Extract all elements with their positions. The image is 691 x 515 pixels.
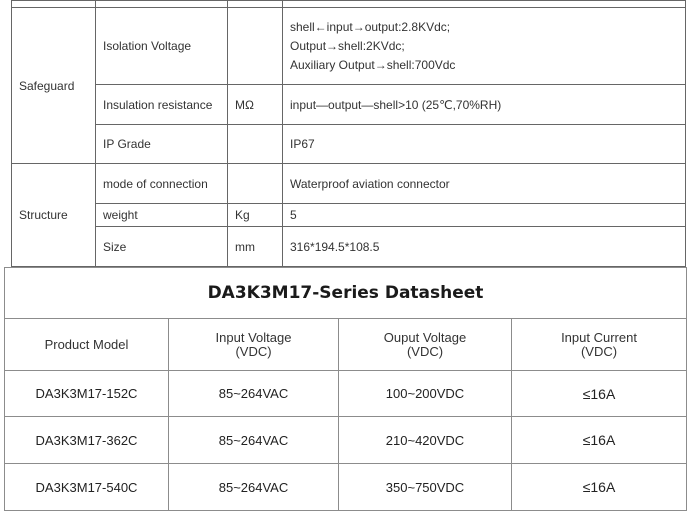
spec-item: IP Grade — [96, 125, 228, 164]
datasheet-row — [5, 371, 687, 417]
spec-category-safeguard: Safeguard — [12, 8, 96, 164]
spec-cell-blank — [228, 1, 283, 8]
product-model: DA3K3M17-540C — [5, 464, 169, 511]
datasheet-header-row — [5, 319, 687, 371]
spec-item: Isolation Voltage — [96, 8, 228, 85]
spec-value-line: Auxiliary Output→shell:700Vdc — [290, 57, 456, 72]
spec-unit: mm — [228, 227, 283, 267]
header-line: (VDC) — [406, 343, 444, 359]
header-input-current — [512, 319, 687, 371]
spec-value-line: shell←input→output:2.8KVdc; — [290, 19, 451, 34]
spec-unit — [228, 164, 283, 204]
spec-row-isolation-voltage — [12, 8, 686, 85]
spec-value: 316*194.5*108.5 — [283, 227, 686, 267]
product-model: DA3K3M17-152C — [5, 371, 169, 417]
spec-row-previous — [12, 1, 686, 8]
spec-unit: MΩ — [228, 85, 283, 125]
input-current: ≤16A — [512, 417, 687, 464]
datasheet-title: DA3K3M17-Series Datasheet — [5, 268, 687, 319]
spec-value: 5 — [283, 204, 686, 227]
spec-item: mode of connection — [96, 164, 228, 204]
product-model: DA3K3M17-362C — [5, 417, 169, 464]
spec-row-mode-of-connection — [12, 164, 686, 204]
output-voltage: 210~420VDC — [339, 417, 512, 464]
spec-item: Size — [96, 227, 228, 267]
header-output-voltage — [339, 319, 512, 371]
datasheet-row — [5, 417, 687, 464]
spec-unit — [228, 8, 283, 85]
spec-value-line: Output→shell:2KVdc; — [290, 38, 405, 53]
spec-unit — [228, 125, 283, 164]
spec-row-weight — [12, 204, 686, 227]
datasheet-title-row — [5, 268, 687, 319]
input-current: ≤16A — [512, 464, 687, 511]
spec-cell-blank — [12, 1, 96, 8]
header-product-model: Product Model — [5, 319, 169, 371]
output-voltage: 100~200VDC — [339, 371, 512, 417]
input-voltage: 85~264VAC — [169, 464, 339, 511]
spec-item: weight — [96, 204, 228, 227]
input-voltage: 85~264VAC — [169, 371, 339, 417]
spec-row-ip-grade — [12, 125, 686, 164]
spec-value — [283, 8, 686, 85]
datasheet-row — [5, 464, 687, 511]
spec-value: input—output—shell>10 (25℃,70%RH) — [283, 85, 686, 125]
spec-row-size — [12, 227, 686, 267]
header-line: (VDC) — [580, 343, 618, 359]
header-input-voltage — [169, 319, 339, 371]
header-line: Input Current — [561, 329, 637, 345]
spec-row-insulation-resistance — [12, 85, 686, 125]
spec-value: IP67 — [283, 125, 686, 164]
spec-item: Insulation resistance — [96, 85, 228, 125]
spec-value: Waterproof aviation connector — [283, 164, 686, 204]
spec-category-structure: Structure — [12, 164, 96, 267]
header-line: (VDC) — [235, 343, 272, 359]
input-current: ≤16A — [512, 371, 687, 417]
output-voltage: 350~750VDC — [339, 464, 512, 511]
datasheet-table — [4, 267, 687, 511]
spec-cell-blank — [96, 1, 228, 8]
header-line: Ouput Voltage — [383, 329, 467, 345]
spec-cell-blank — [283, 1, 686, 8]
specification-table — [11, 0, 686, 267]
header-line: Input Voltage — [215, 329, 292, 345]
spec-unit: Kg — [228, 204, 283, 227]
input-voltage: 85~264VAC — [169, 417, 339, 464]
